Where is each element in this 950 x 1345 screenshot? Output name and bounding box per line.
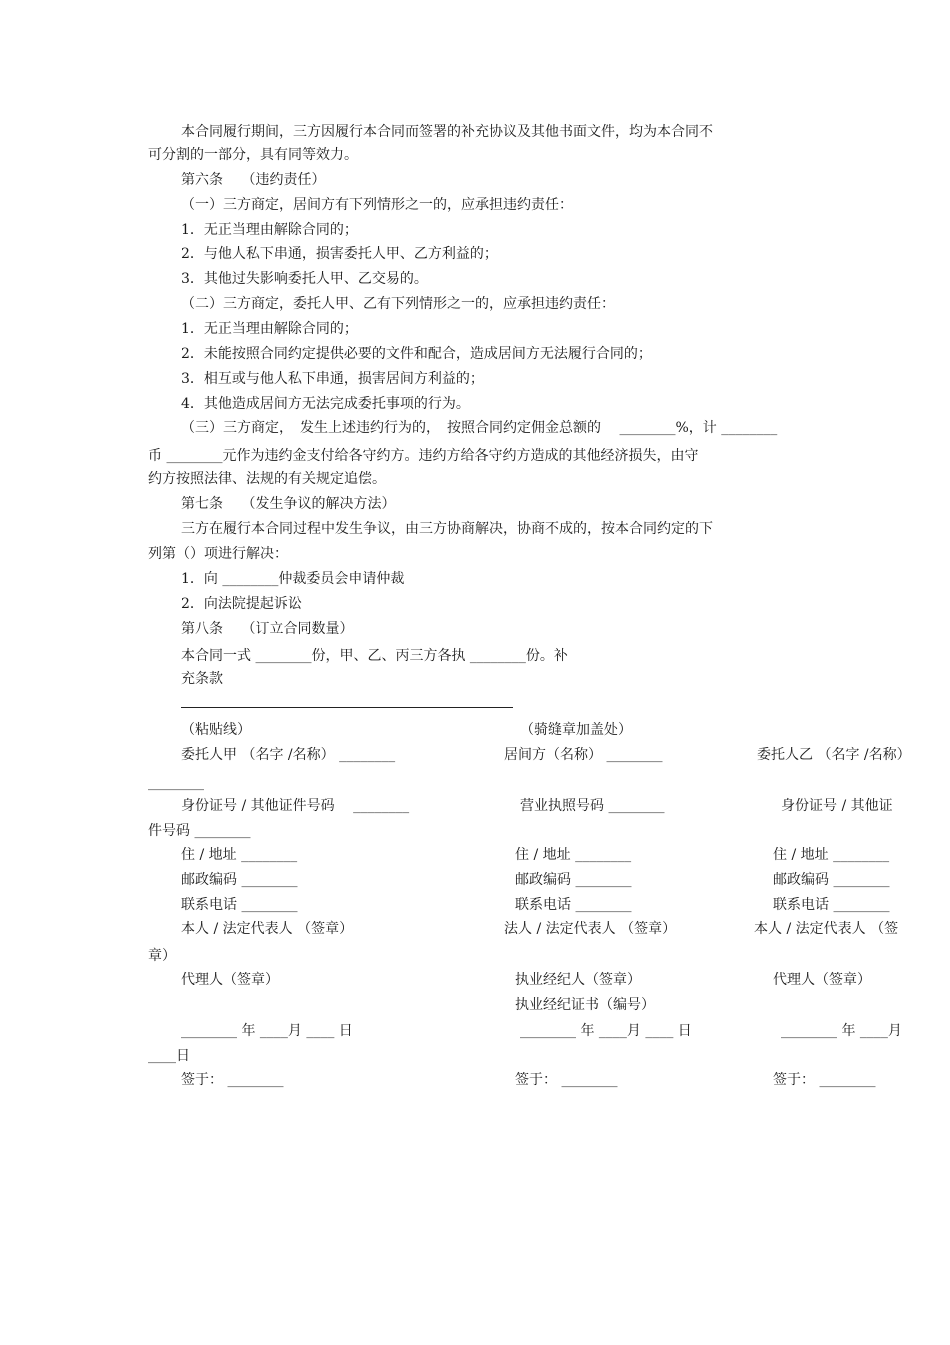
party-b-zip: 邮政编码 ________ — [773, 872, 890, 888]
broker-certificate: 执业经纪证书（编号） — [515, 997, 655, 1013]
party-a-name: 委托人甲 （名字 /名称） ________ — [181, 747, 396, 763]
party-b-id-2: 件号码 ________ — [148, 823, 251, 839]
party-b-signed-at: 签于： ________ — [773, 1072, 876, 1088]
paste-line-label: （粘贴线） — [181, 722, 251, 738]
clause-6-2-item-1: 1．无正当理由解除合同的； — [181, 321, 358, 337]
clause-6-1-item-3: 3．其他过失影响委托人甲、乙交易的。 — [181, 271, 428, 287]
paragraph-supplement-1: 本合同履行期间，三方因履行本合同而签署的补充协议及其他书面文件，均为本合同不 — [181, 124, 713, 140]
intermediary-signed-at: 签于： ________ — [515, 1072, 618, 1088]
party-b-name: 委托人乙 （名字 /名称） — [757, 747, 911, 763]
paragraph-dispute-1: 三方在履行本合同过程中发生争议，由三方协商解决，协商不成的，按本合同约定的下 — [181, 521, 713, 537]
party-b-name-blank: ________ — [148, 775, 204, 791]
clause-6-3-line-3: 约方按照法律、法规的有关规定追偿。 — [148, 471, 386, 487]
clause-6-1-item-1: 1．无正当理由解除合同的； — [181, 222, 358, 238]
clause-6-2: （二）三方商定，委托人甲、乙有下列情形之一的，应承担违约责任： — [181, 296, 615, 312]
seal-spot-label: （骑缝章加盖处） — [520, 722, 632, 738]
article-7-heading: 第七条 （发生争议的解决方法） — [181, 496, 396, 512]
party-b-representative-1: 本人 / 法定代表人 （签 — [754, 921, 899, 937]
party-a-agent: 代理人（签章） — [181, 972, 279, 988]
clause-6-1: （一）三方商定，居间方有下列情形之一的，应承担违约责任： — [181, 197, 573, 213]
clause-6-2-item-3: 3．相互或与他人私下串通，损害居间方利益的； — [181, 371, 484, 387]
paragraph-supplement-2: 可分割的一部分，具有同等效力。 — [148, 147, 358, 163]
party-b-date-2: ____日 — [148, 1048, 190, 1064]
intermediary-license: 营业执照号码 ________ — [520, 798, 665, 814]
paragraph-copies-2: 充条款 — [181, 671, 223, 687]
dispute-option-2: 2．向法院提起诉讼 — [181, 596, 302, 612]
clause-6-2-item-2: 2．未能按照合同约定提供必要的文件和配合，造成居间方无法履行合同的； — [181, 346, 652, 362]
party-b-representative-2: 章） — [148, 948, 176, 964]
clause-6-3-line-2: 币 ________元作为违约金支付给各守约方。违约方给各守约方造成的其他经济损失，由守 — [148, 448, 699, 464]
intermediary-date: ________ 年 ____月 ____ 日 — [520, 1023, 692, 1039]
clause-6-2-item-4: 4．其他造成居间方无法完成委托事项的行为。 — [181, 396, 470, 412]
paragraph-copies-1: 本合同一式 ________份，甲、乙、丙三方各执 ________份。补 — [181, 648, 568, 664]
party-b-id-1: 身份证号 / 其他证 — [781, 798, 893, 814]
party-a-address: 住 / 地址 ________ — [181, 847, 298, 863]
article-6-heading: 第六条 （违约责任） — [181, 172, 326, 188]
dispute-option-1: 1．向 ________仲裁委员会申请仲裁 — [181, 571, 405, 587]
intermediary-broker: 执业经纪人（签章） — [515, 972, 641, 988]
supplement-terms-line — [181, 707, 513, 708]
article-8-heading: 第八条 （订立合同数量） — [181, 621, 354, 637]
intermediary-representative: 法人 / 法定代表人 （签章） — [504, 921, 677, 937]
paragraph-dispute-2: 列第（）项进行解决： — [148, 546, 288, 562]
party-a-signed-at: 签于： ________ — [181, 1072, 284, 1088]
clause-6-1-item-2: 2．与他人私下串通，损害委托人甲、乙方利益的； — [181, 246, 498, 262]
party-b-date-1: ________ 年 ____月 — [781, 1023, 902, 1039]
party-b-phone: 联系电话 ________ — [773, 897, 890, 913]
intermediary-phone: 联系电话 ________ — [515, 897, 632, 913]
intermediary-address: 住 / 地址 ________ — [515, 847, 632, 863]
party-a-date: ________ 年 ____月 ____ 日 — [181, 1023, 353, 1039]
party-a-id: 身份证号 / 其他证件号码 ________ — [181, 798, 410, 814]
party-b-address: 住 / 地址 ________ — [773, 847, 890, 863]
intermediary-name: 居间方（名称） ________ — [504, 747, 663, 763]
party-a-zip: 邮政编码 ________ — [181, 872, 298, 888]
party-a-phone: 联系电话 ________ — [181, 897, 298, 913]
party-b-agent: 代理人（签章） — [773, 972, 871, 988]
intermediary-zip: 邮政编码 ________ — [515, 872, 632, 888]
party-a-representative: 本人 / 法定代表人 （签章） — [181, 921, 354, 937]
clause-6-3-line-1: （三）三方商定， 发生上述违约行为的， 按照合同约定佣金总额的 ________%，计 ________ — [181, 420, 778, 436]
